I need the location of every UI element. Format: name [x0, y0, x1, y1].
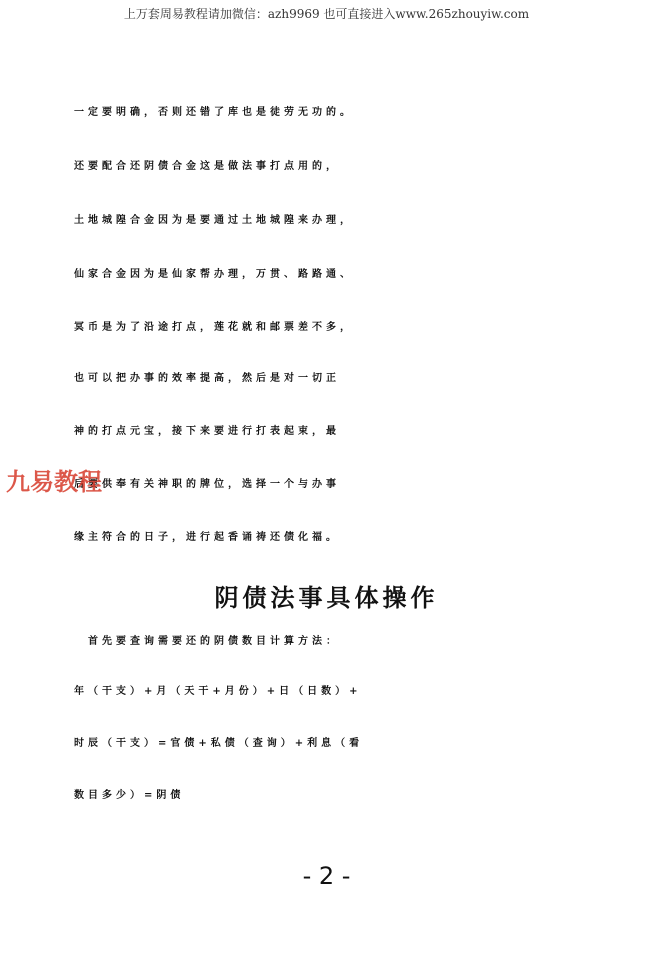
formula-line-2: 年（干支）+月（天干+月份）+日（日数）+ — [74, 686, 362, 697]
formula-line-3: 时辰（干支）=官债+私债（查询）+利息（看 — [74, 738, 364, 749]
watermark-logo: 九易教程 — [6, 468, 102, 496]
formula-line-1: 首先要查询需要还的阴债数目计算方法： — [74, 636, 340, 647]
body-line-7: 神的打点元宝，接下来要进行打表起束，最 — [74, 426, 340, 437]
body-line-4: 仙家合金因为是仙家帮办理，万贯、路路通、 — [74, 269, 354, 280]
section-title: 阴债法事具体操作 — [214, 583, 439, 612]
body-line-8: 后要供奉有关神职的牌位，选择一个与办事 — [74, 479, 340, 490]
page-number: - 2 - — [302, 862, 351, 890]
body-line-5: 冥币是为了沿途打点，莲花就和邮票差不多， — [74, 322, 354, 333]
body-line-6: 也可以把办事的效率提高，然后是对一切正 — [74, 373, 340, 384]
body-line-1: 一定要明确，否则还错了库也是徒劳无功的。 — [74, 107, 354, 118]
site-header-banner: 上万套周易教程请加微信：azh9969 也可直接进入www.265zhouyiw.com — [123, 7, 530, 21]
body-line-3: 土地城隍合金因为是要通过土地城隍来办理， — [74, 215, 354, 226]
body-line-2: 还要配合还阴债合金这是做法事打点用的， — [74, 161, 340, 172]
formula-line-4: 数目多少）=阴债 — [74, 790, 185, 801]
body-line-9: 缘主符合的日子，进行起香诵祷还债化福。 — [74, 532, 340, 543]
